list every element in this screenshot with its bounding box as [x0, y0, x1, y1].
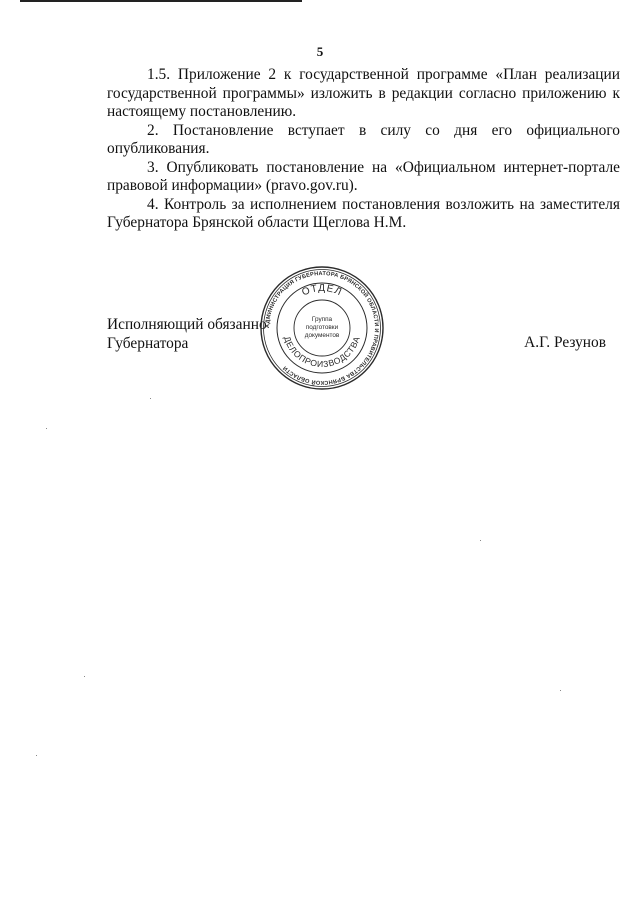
paragraph-1-5: 1.5. Приложение 2 к государственной программе «План реализации государственной программы» изложить в редакции согласно приложению к настоящему постановлению.: [107, 66, 620, 120]
signatory-position-line2: Губернатора: [107, 334, 189, 352]
seal-graphic: [259, 265, 385, 391]
signatory-name: А.Г. Резунов: [524, 334, 606, 351]
scan-speck: [480, 540, 481, 541]
scan-speck: [46, 428, 47, 429]
paragraph-4: 4. Контроль за исполнением постановления возложить на заместителя Губернатора Брянской области Щеглова Н.М.: [107, 195, 620, 231]
top-border-line: [20, 0, 302, 2]
seal-center-line2: подготовки: [305, 324, 339, 331]
scan-speck: [36, 755, 37, 756]
scan-speck: [560, 690, 561, 691]
seal-center-line1: Группа: [311, 316, 333, 323]
document-body: [107, 66, 620, 233]
seal-inner-top-text: ОТДЕЛ: [300, 282, 344, 299]
seal-inner-bottom-text: ДЕЛОПРОИЗВОДСТВА: [282, 334, 362, 370]
paragraph-2: 2. Постановление вступает в силу со дня его официального опубликования.: [107, 121, 620, 157]
scan-speck: [150, 398, 151, 399]
page-number: 5: [316, 44, 324, 59]
scan-speck: [84, 676, 85, 677]
svg-text:ДЕЛОПРОИЗВОДСТВА: [282, 335, 362, 369]
official-seal-stamp: [259, 265, 385, 391]
paragraph-3: 3. Опубликовать постановление на «Официальном интернет-портале правовой информации» (pravo.gov.ru).: [107, 158, 620, 194]
signatory-position-line1: Исполняющий обязанно: [107, 316, 267, 333]
seal-outer-ring-text: АДМИНИСТРАЦИЯ ГУБЕРНАТОРА БРЯНСКОЙ ОБЛАСТИ И ПРАВИТЕЛЬСТВА БРЯНСКОЙ ОБЛАСТИ: [264, 270, 380, 386]
signatory-position: [107, 316, 267, 353]
seal-center-line3: документов: [304, 332, 340, 339]
